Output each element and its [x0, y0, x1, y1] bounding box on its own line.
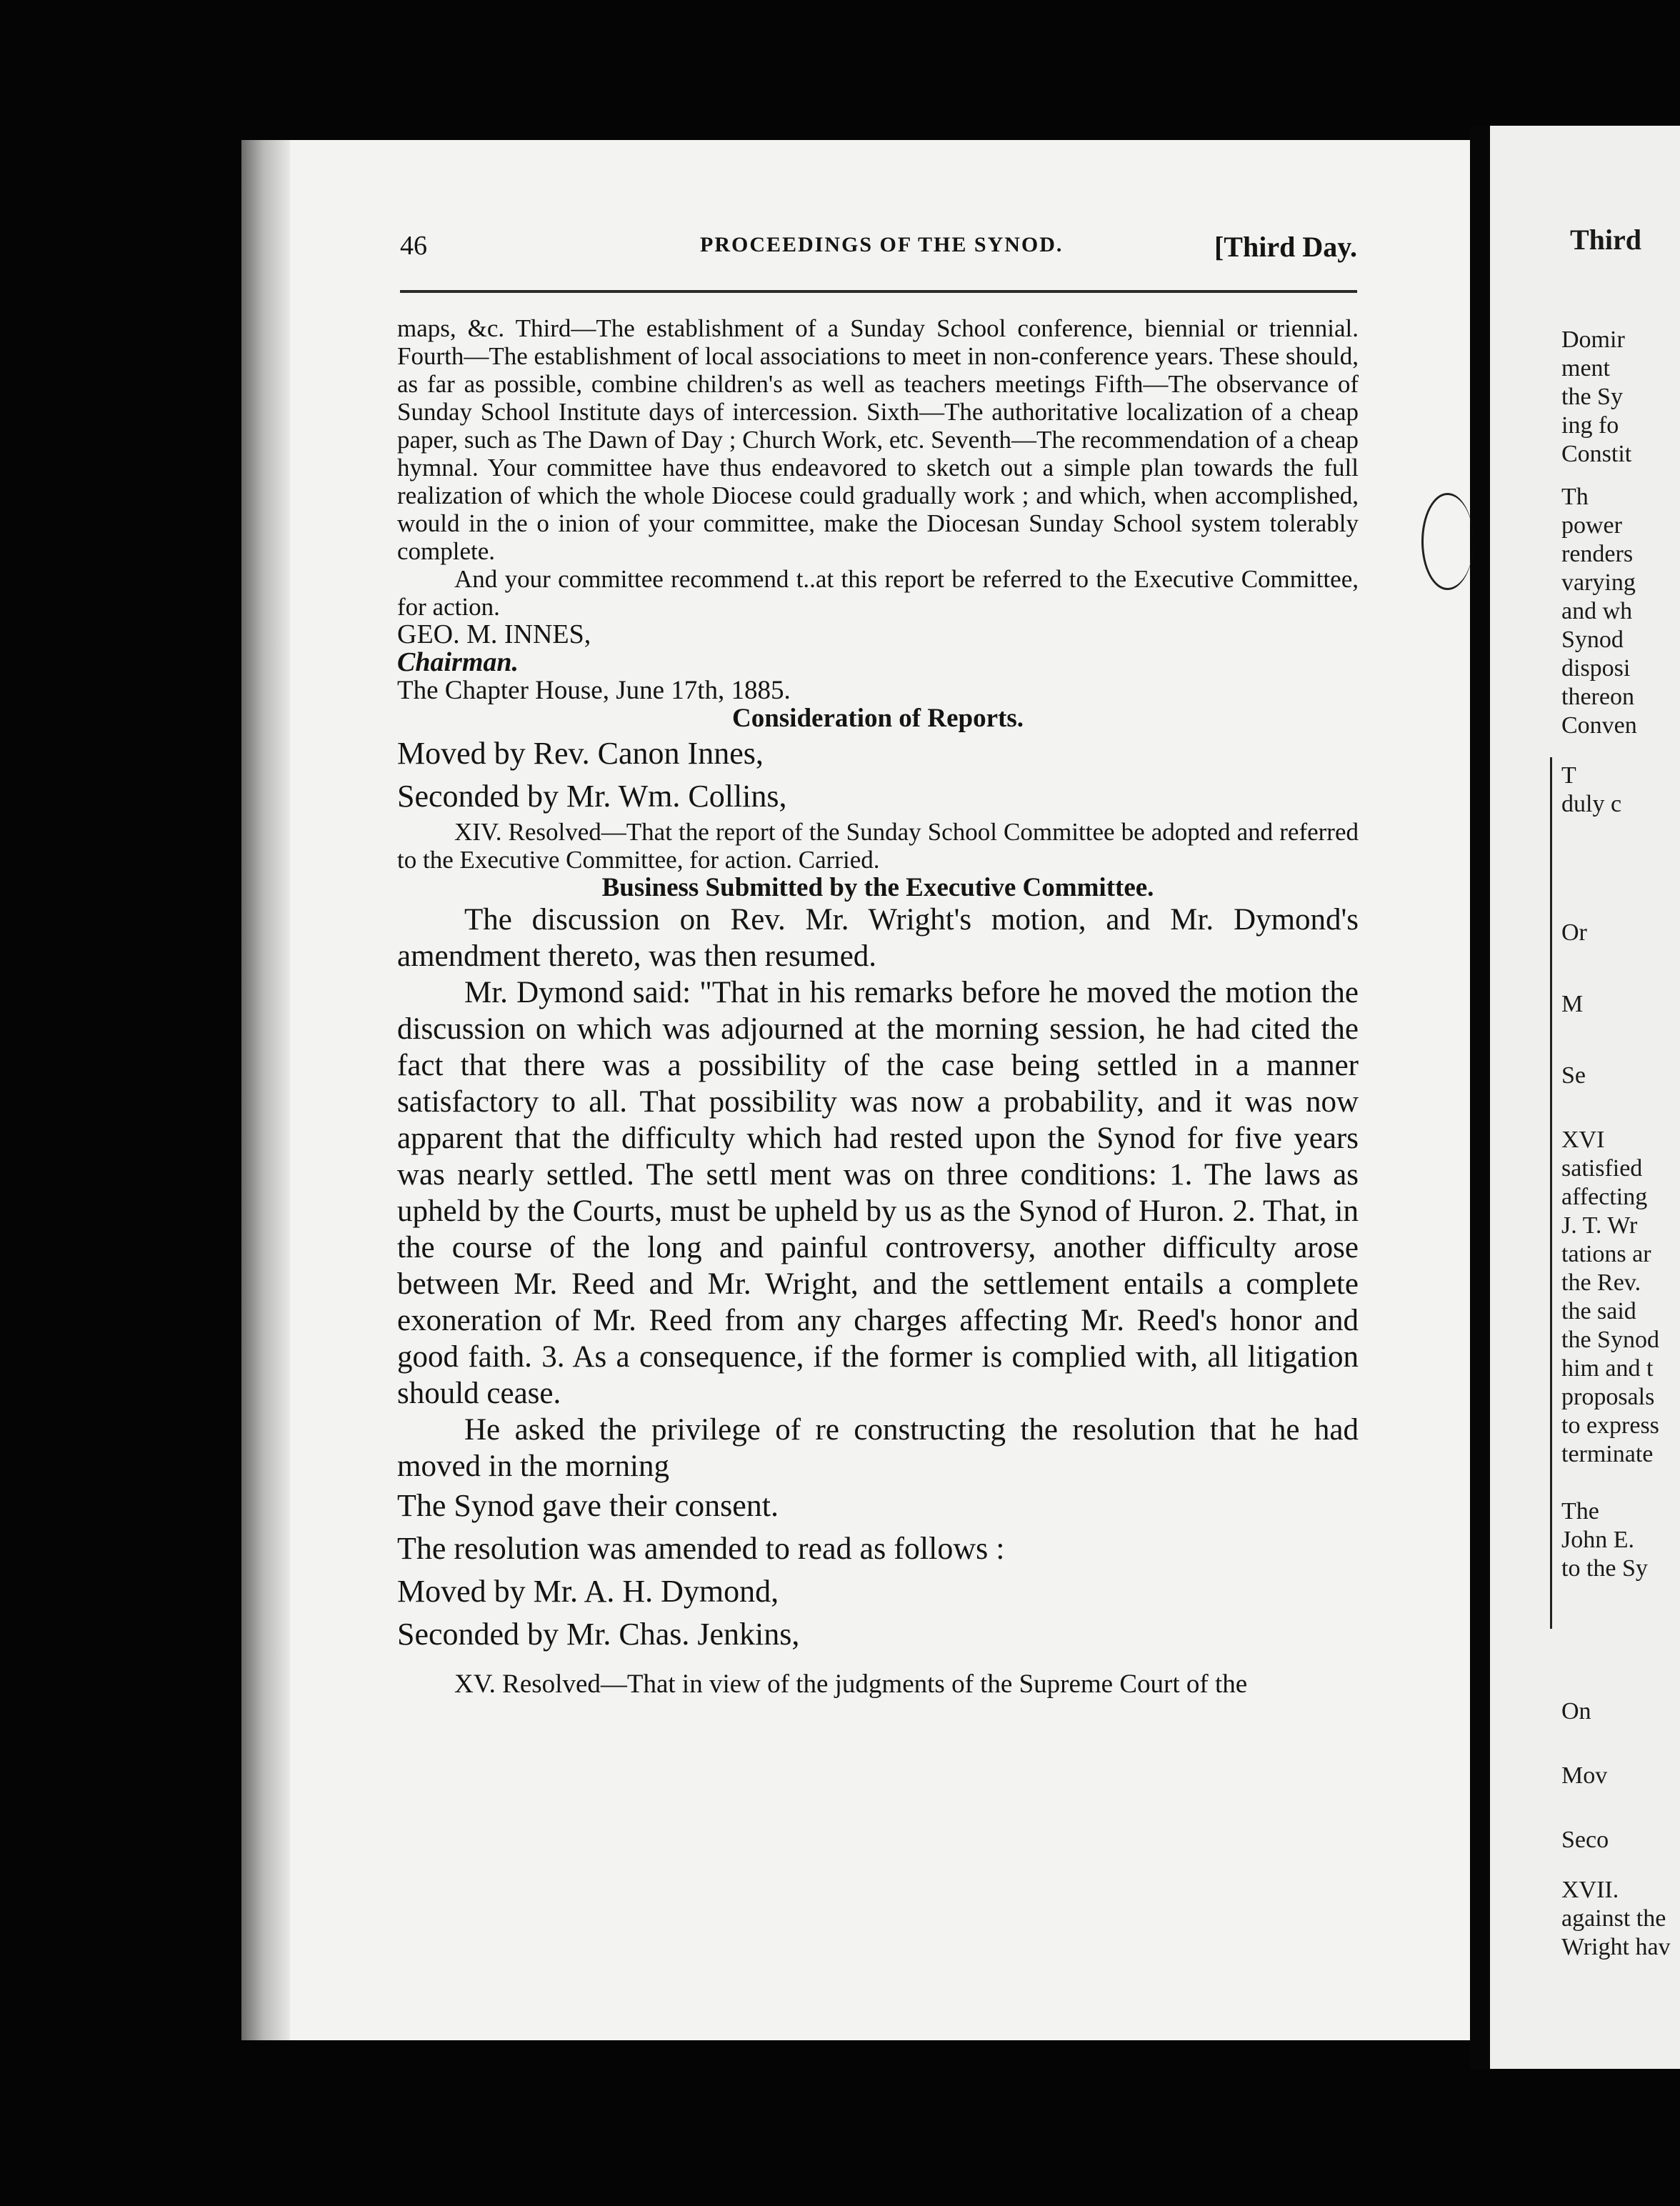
right-page-line: John E.	[1561, 1527, 1634, 1553]
right-page-line: the Synod	[1561, 1327, 1659, 1353]
right-page-line: Seco	[1561, 1827, 1609, 1853]
right-page-line: terminate	[1561, 1441, 1654, 1467]
right-page-line: satisfied	[1561, 1155, 1643, 1182]
seconded-by-line-2: Seconded by Mr. Chas. Jenkins,	[397, 1617, 800, 1652]
right-page-line: against the	[1561, 1905, 1666, 1932]
intro-paragraph: maps, &c. Third—The establishment of a Sunday School conference, biennial or triennial. Fourth—The establishment of local associations to meet in non-conference years. These should, as far as possible, combine children's as well as teachers meetings Fifth—The observance of Sunday School Institute days of intercession. Sixth—The authoritative localization of a cheap paper, such as The Dawn of Day ; Church Work, etc. Seventh—The recommendation of a cheap hymnal. Your committee have thus endeavored to sketch out a simple plan towards the full realization of which the whole Diocese could gradually work ; and which, when accomplished, would in the o inion of your committee, make the Diocesan Sunday School system tolerably complete.	[397, 314, 1359, 565]
right-page-line: On	[1561, 1698, 1591, 1725]
resolution-xv: XV. Resolved—That in view of the judgments of the Supreme Court of the	[454, 1670, 1248, 1699]
signature-name: GEO. M. INNES,	[397, 619, 591, 649]
right-page-line: Mov	[1561, 1762, 1608, 1789]
section-heading-business: Business Submitted by the Executive Committee.	[601, 873, 1154, 902]
recommendation-paragraph: And your committee recommend t..at this report be referred to the Executive Committee, for action.	[397, 565, 1359, 621]
dateline: The Chapter House, June 17th, 1885.	[397, 676, 791, 705]
privilege-paragraph: He asked the privilege of re constructing the resolution that he had moved in the morning	[397, 1413, 1359, 1483]
right-page-line: power	[1561, 512, 1622, 539]
right-page-line: affecting	[1561, 1184, 1648, 1210]
right-page-line: T	[1561, 762, 1576, 789]
page-binding-shadow	[241, 140, 290, 2040]
right-page-line: ing fo	[1561, 412, 1619, 439]
right-page-line: Th	[1561, 484, 1589, 510]
moved-by-line-2: Moved by Mr. A. H. Dymond,	[397, 1574, 779, 1609]
right-page-line: Or	[1561, 919, 1587, 946]
right-page-line: XVII.	[1561, 1877, 1619, 1903]
day-label: [Third Day.	[1214, 231, 1357, 263]
dymond-statement: Mr. Dymond said: "That in his remarks before he moved the motion the discussion on which was adjourned at the morning session, he had cited the fact that there was a possibility of the case being settled in a manner satisfactory to all. That possibility was now a probability, and it was now apparent that the difficulty which had rested upon the Synod for five years was nearly settled. The settl ment was on three conditions: 1. The laws as upheld by the Courts, must be upheld by us as the Synod of Huron. 2. That, in the course of the long and painful controversy, another difficulty arose between Mr. Reed and Mr. Wright, and the settlement entails a complete exoneration of Mr. Reed from any charges affecting Mr. Reed's honor and good faith. 3. As a consequence, if the former is complied with, all litigation should cease.	[397, 976, 1359, 1410]
page-gutter	[1470, 126, 1490, 2069]
right-page-line: disposi	[1561, 655, 1631, 682]
right-page-line: proposals	[1561, 1384, 1655, 1410]
right-page	[1490, 126, 1680, 2069]
pencil-mark-bracket	[1421, 493, 1474, 590]
resolution-xiv: XIV. Resolved—That the report of the Sunday School Committee be adopted and referred to the Executive Committee, for action. Carried.	[397, 818, 1359, 874]
signature-title: Chairman.	[397, 647, 519, 677]
right-page-line: thereon	[1561, 684, 1634, 710]
section-heading-reports: Consideration of Reports.	[731, 704, 1024, 733]
right-page-line: and wh	[1561, 598, 1633, 624]
right-page-line: to express	[1561, 1412, 1659, 1439]
right-page-line: the said	[1561, 1298, 1636, 1324]
page-header	[400, 230, 1357, 264]
page-body	[397, 314, 1359, 1698]
discussion-paragraph: The discussion on Rev. Mr. Wright's motion, and Mr. Dymond's amendment thereto, was then resumed.	[397, 903, 1359, 973]
running-head: PROCEEDINGS OF THE SYNOD.	[700, 233, 1064, 256]
right-page-line: Constit	[1561, 441, 1632, 467]
right-page-text	[1490, 126, 1680, 2069]
right-page-line: to the Sy	[1561, 1555, 1648, 1582]
right-page-line: J. T. Wr	[1561, 1212, 1638, 1239]
page-number: 46	[400, 231, 427, 261]
right-page-line: duly c	[1561, 791, 1622, 817]
right-page-line: Se	[1561, 1062, 1586, 1089]
right-page-line: The	[1561, 1498, 1599, 1524]
right-page-line: M	[1561, 991, 1584, 1017]
pencil-margin-line	[1550, 757, 1552, 1629]
right-page-line: Conven	[1561, 712, 1637, 739]
right-page-line: him and t	[1561, 1355, 1654, 1382]
right-page-header: Third	[1570, 224, 1642, 256]
right-page-line: Synod	[1561, 627, 1624, 653]
moved-by-line: Moved by Rev. Canon Innes,	[397, 736, 764, 771]
right-page-line: ment	[1561, 355, 1610, 381]
header-rule	[400, 290, 1357, 293]
right-page-line: XVI	[1561, 1127, 1605, 1153]
consent-line: The Synod gave their consent.	[397, 1488, 779, 1523]
right-page-line: the Sy	[1561, 384, 1623, 410]
right-page-line: renders	[1561, 541, 1634, 567]
right-page-line: the Rev.	[1561, 1269, 1641, 1296]
seconded-by-line: Seconded by Mr. Wm. Collins,	[397, 779, 787, 814]
right-page-line: varying	[1561, 569, 1636, 596]
right-page-line: Domir	[1561, 326, 1625, 353]
amended-line: The resolution was amended to read as follows :	[397, 1531, 1005, 1566]
right-page-line: tations ar	[1561, 1241, 1651, 1267]
right-page-line: Wright hav	[1561, 1934, 1671, 1960]
